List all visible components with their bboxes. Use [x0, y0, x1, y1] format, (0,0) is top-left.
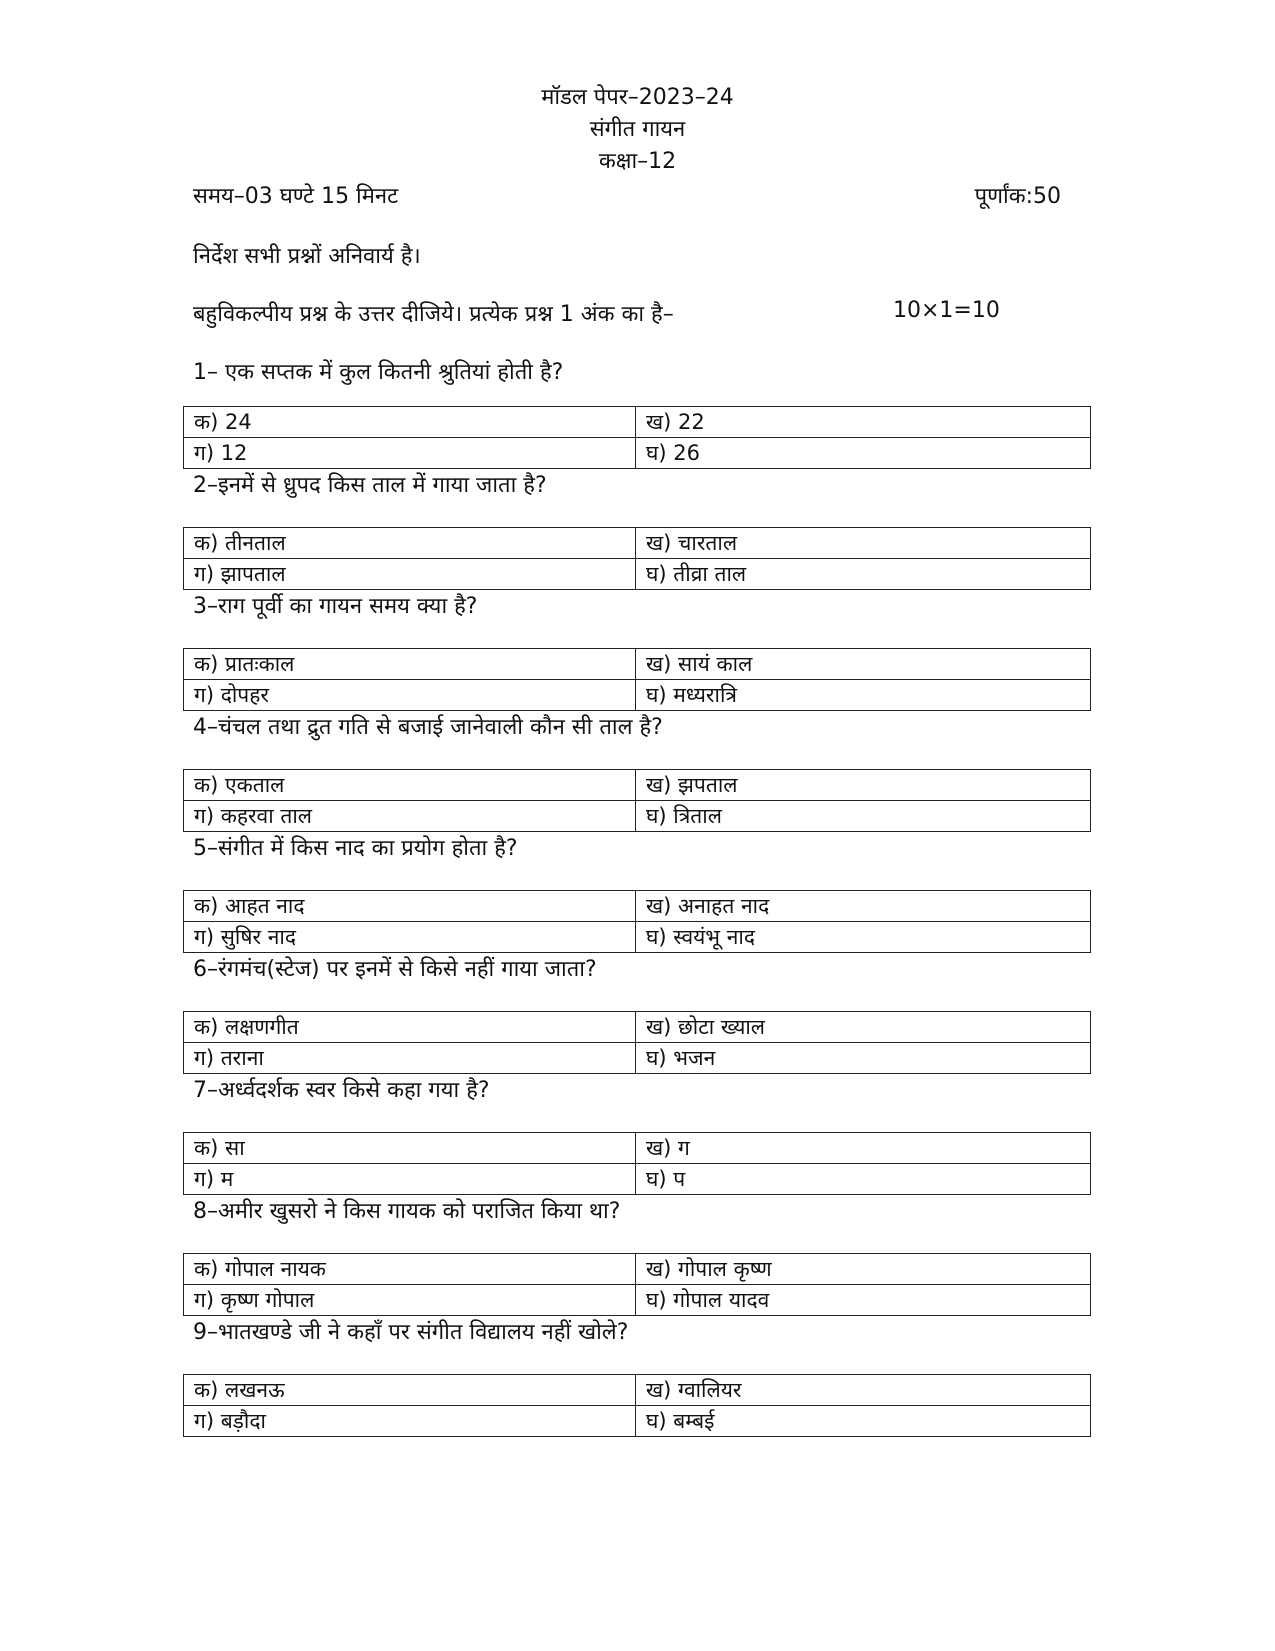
question-block [183, 711, 1091, 832]
question-text: 6–रंगमंच(स्टेज) पर इनमें से किसे नहीं गाया जाता? [193, 957, 597, 982]
max-marks: पूर्णांक:50 [974, 184, 1061, 209]
option-b: ख) छोटा ख्याल [636, 1012, 1091, 1043]
table-row [184, 1254, 1091, 1285]
option-d: घ) गोपाल यादव [636, 1285, 1091, 1316]
question-list [183, 356, 1091, 1437]
option-d: घ) स्वयंभू नाद [636, 922, 1091, 953]
option-d: घ) भजन [636, 1043, 1091, 1074]
option-d: घ) बम्बई [636, 1406, 1091, 1437]
question-text: 8–अमीर खुसरो ने किस गायक को पराजित किया था? [193, 1199, 621, 1224]
question-block [183, 356, 1091, 469]
option-c: ग) म [184, 1164, 636, 1195]
table-row [184, 1375, 1091, 1406]
table-row [184, 438, 1091, 469]
option-d: घ) त्रिताल [636, 801, 1091, 832]
class-title: कक्षा–12 [598, 149, 677, 174]
option-b: ख) अनाहत नाद [636, 891, 1091, 922]
option-b: ख) झपताल [636, 770, 1091, 801]
option-a: क) तीनताल [184, 528, 636, 559]
table-row [184, 1164, 1091, 1195]
options-table [183, 1253, 1091, 1316]
question-text: 1– एक सप्तक में कुल कितनी श्रुतियां होती है? [193, 360, 564, 385]
question-block [183, 832, 1091, 953]
question-block [183, 590, 1091, 711]
option-b: ख) ग [636, 1133, 1091, 1164]
question-text: 7–अर्ध्वदर्शक स्वर किसे कहा गया है? [193, 1078, 490, 1103]
table-row [184, 922, 1091, 953]
option-a: क) एकताल [184, 770, 636, 801]
question-block [183, 953, 1091, 1074]
meta-row [193, 180, 1061, 216]
option-b: ख) सायं काल [636, 649, 1091, 680]
option-b: ख) 22 [636, 407, 1091, 438]
paper-header [0, 82, 1275, 178]
table-row [184, 1043, 1091, 1074]
question-block [183, 469, 1091, 590]
table-row [184, 649, 1091, 680]
options-table [183, 1374, 1091, 1437]
question-text: 3–राग पूर्वी का गायन समय क्या है? [193, 594, 478, 619]
table-row [184, 407, 1091, 438]
option-a: क) लक्षणगीत [184, 1012, 636, 1043]
table-row [184, 1133, 1091, 1164]
table-row [184, 801, 1091, 832]
options-table [183, 648, 1091, 711]
option-a: क) सा [184, 1133, 636, 1164]
option-b: ख) ग्वालियर [636, 1375, 1091, 1406]
subject-title: संगीत गायन [589, 117, 686, 142]
table-row [184, 1285, 1091, 1316]
paper-title: मॉडल पेपर–2023–24 [541, 85, 734, 110]
option-d: घ) 26 [636, 438, 1091, 469]
option-c: ग) दोपहर [184, 680, 636, 711]
options-table [183, 890, 1091, 953]
options-table [183, 1011, 1091, 1074]
option-a: क) लखनऊ [184, 1375, 636, 1406]
mcq-heading-row [193, 298, 1013, 334]
table-row [184, 1012, 1091, 1043]
options-table [183, 406, 1091, 469]
option-a: क) 24 [184, 407, 636, 438]
table-row [184, 1406, 1091, 1437]
table-row [184, 559, 1091, 590]
options-table [183, 527, 1091, 590]
table-row [184, 680, 1091, 711]
option-c: ग) सुषिर नाद [184, 922, 636, 953]
table-row [184, 891, 1091, 922]
option-a: क) आहत नाद [184, 891, 636, 922]
question-text: 9–भातखण्डे जी ने कहाँ पर संगीत विद्यालय नहीं खोले? [193, 1320, 629, 1345]
options-table [183, 1132, 1091, 1195]
option-c: ग) झापताल [184, 559, 636, 590]
question-text: 5–संगीत में किस नाद का प्रयोग होता है? [193, 836, 518, 861]
option-b: ख) चारताल [636, 528, 1091, 559]
options-table [183, 769, 1091, 832]
question-block [183, 1316, 1091, 1437]
question-block [183, 1074, 1091, 1195]
time-allowed: समय–03 घण्टे 15 मिनट [193, 184, 399, 209]
option-c: ग) 12 [184, 438, 636, 469]
option-d: घ) मध्यरात्रि [636, 680, 1091, 711]
option-b: ख) गोपाल कृष्ण [636, 1254, 1091, 1285]
table-row [184, 770, 1091, 801]
mcq-marks: 10×1=10 [893, 298, 1000, 323]
option-a: क) प्रातःकाल [184, 649, 636, 680]
instruction: निर्देश सभी प्रश्नों अनिवार्य है। [193, 244, 421, 269]
table-row [184, 528, 1091, 559]
option-d: घ) प [636, 1164, 1091, 1195]
question-block [183, 1195, 1091, 1316]
option-c: ग) बड़ौदा [184, 1406, 636, 1437]
option-c: ग) तराना [184, 1043, 636, 1074]
question-text: 2–इनमें से ध्रुपद किस ताल में गाया जाता है? [193, 473, 547, 498]
option-c: ग) कहरवा ताल [184, 801, 636, 832]
option-d: घ) तीव्रा ताल [636, 559, 1091, 590]
option-a: क) गोपाल नायक [184, 1254, 636, 1285]
mcq-heading: बहुविकल्पीय प्रश्न के उत्तर दीजिये। प्रत्येक प्रश्न 1 अंक का है– [193, 302, 674, 327]
question-text: 4–चंचल तथा द्रुत गति से बजाई जानेवाली कौन सी ताल है? [193, 715, 663, 740]
option-c: ग) कृष्ण गोपाल [184, 1285, 636, 1316]
